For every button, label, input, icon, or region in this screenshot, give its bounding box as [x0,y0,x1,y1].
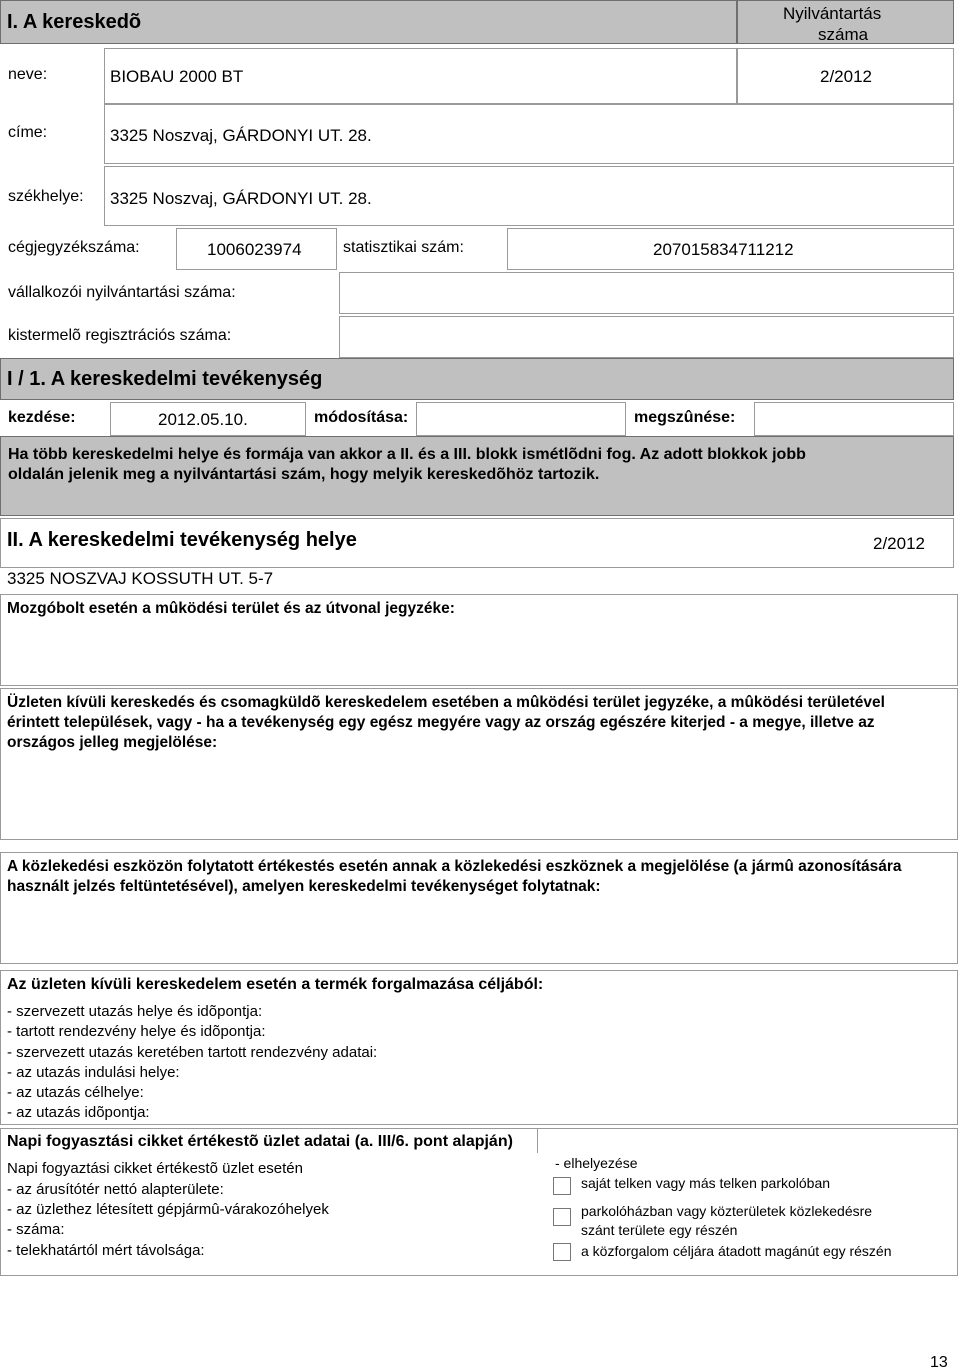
section-header-trader [0,0,737,44]
place-title: II. A kereskedelmi tevékenység helye [7,529,357,551]
entrepreneur-label-cell [0,272,337,314]
repeat-note: Ha több kereskedelmi helye és formája van akkor a II. és a III. blokk ismétlõdni fog. Az adott blokkok jobb oldalán jelenik meg a nyilvántartási szám, hogy melyik kereskedõhöz tartozik. [8,446,806,483]
seat-value: 3325 Noszvaj, GÁRDONYI UT. 28. [110,189,372,208]
end-label-cell [626,402,754,436]
outside-shop-item-1: - szervezett utazás helye és idõpontja: [7,1003,263,1020]
end-field [754,402,954,436]
registry-number-cell [737,48,954,104]
end-label: megszûnése: [634,409,736,426]
outside-shop-title: Az üzleten kívüli kereskedelem esetén a termék forgalmazása céljából: [7,976,544,993]
daily-goods-box [0,1128,958,1276]
start-label: kezdése: [8,409,76,426]
address-label: címe: [8,124,48,141]
page-number: 13 [930,1354,948,1371]
vehicle-box [0,852,958,964]
garage-checkbox[interactable] [553,1208,571,1226]
option-own-lot: saját telken vagy más telken parkolóban [581,1175,831,1191]
company-reg-label-cell [0,228,176,270]
modify-field [416,402,626,436]
address-label-cell [0,104,104,164]
smallholder-label-cell [0,316,337,358]
private-road-checkbox[interactable] [553,1243,571,1261]
option-garage-line1: parkolóházban vagy közterületek közlekedésre [581,1203,873,1219]
own-lot-checkbox[interactable] [553,1177,571,1195]
option-private-road: a közforgalom céljára átadott magánút egy részén [581,1243,892,1259]
registry-label-line1: Nyilvántartás [783,4,882,23]
start-value: 2012.05.10. [158,410,248,429]
modify-label: módosítása: [314,409,409,426]
option-garage-line2: szánt területe egy részén [581,1222,738,1238]
smallholder-label: kistermelõ regisztrációs száma: [8,327,232,344]
section-header-activity [0,358,954,400]
name-label: neve: [8,66,48,83]
smallholder-field [339,316,954,358]
outside-shop-box [0,970,958,1125]
stat-label-cell [337,228,507,270]
address-field [104,104,954,164]
note-box [0,436,954,516]
section-title: I. A kereskedõ [7,11,142,33]
mobile-shop-box [0,594,958,686]
vehicle-label: A közlekedési eszközön folytatott értékestés esetén annak a közlekedési eszköznek a megjelölése (a jármû azonosítására használt jelzés feltüntetésével), amelyen kereskedelmi tevékenységet folytatnak: [7,858,902,895]
start-field [110,402,306,436]
seat-label: székhelye: [8,188,84,205]
name-field [104,48,737,104]
name-label-cell [0,48,104,104]
stat-field [507,228,954,270]
place-address: 3325 NOSZVAJ KOSSUTH UT. 5-7 [7,569,274,588]
daily-goods-left-5: - telekhatártól mért távolsága: [7,1242,205,1259]
activity-title: I / 1. A kereskedelmi tevékenység [7,368,323,390]
entrepreneur-field [339,272,954,314]
company-reg-label: cégjegyzékszáma: [8,239,140,256]
seat-label-cell [0,166,104,226]
daily-goods-left-2: - az árusítótér nettó alapterülete: [7,1181,224,1198]
daily-goods-left-3: - az üzlethez létesített gépjármû-várakozóhelyek [7,1201,329,1218]
outside-shop-item-3: - szervezett utazás keretében tartott rendezvény adatai: [7,1044,378,1061]
company-reg-field [176,228,337,270]
placement-label: - elhelyezése [555,1155,638,1171]
daily-goods-divider [537,1129,538,1153]
mobile-shop-label: Mozgóbolt esetén a mûködési terület és az útvonal jegyzéke: [7,600,455,617]
registry-label-line2: száma [818,25,869,44]
entrepreneur-label: vállalkozói nyilvántartási száma: [8,284,236,301]
outside-shop-item-2: - tartott rendezvény helye és idõpontja: [7,1023,266,1040]
outside-shop-item-4: - az utazás indulási helye: [7,1064,180,1081]
stat-label: statisztikai szám: [343,239,464,256]
place-registry-number: 2/2012 [873,534,925,553]
registry-number: 2/2012 [820,67,872,86]
seat-field [104,166,954,226]
address-value: 3325 Noszvaj, GÁRDONYI UT. 28. [110,126,372,145]
daily-goods-title: Napi fogyasztási cikket értékestõ üzlet adatai (a. III/6. pont alapján) [7,1133,513,1150]
outside-trade-label: Üzleten kívüli kereskedés és csomagküldõ kereskedelem esetében a mûködési terület jegyzéke, a mûködési területével érintett települések, vagy - ha a tevékenység egy egész megyére vagy az ország egészére kiterjed - a megye, illetve az országos jelleg megjelölése: [7,694,885,751]
outside-shop-item-6: - az utazás idõpontja: [7,1104,150,1121]
registry-number-header [737,0,954,44]
outside-trade-box [0,688,958,840]
daily-goods-left-4: - száma: [7,1221,65,1238]
stat-value: 207015834711212 [653,240,794,259]
start-label-cell [0,402,110,436]
company-reg-value: 1006023974 [207,240,302,259]
section-header-place [0,518,954,568]
modify-label-cell [306,402,416,436]
outside-shop-item-5: - az utazás célhelye: [7,1084,144,1101]
daily-goods-left-1: Napi fogyaztási cikket értékestõ üzlet esetén [7,1160,303,1177]
name-value: BIOBAU 2000 BT [110,67,244,86]
